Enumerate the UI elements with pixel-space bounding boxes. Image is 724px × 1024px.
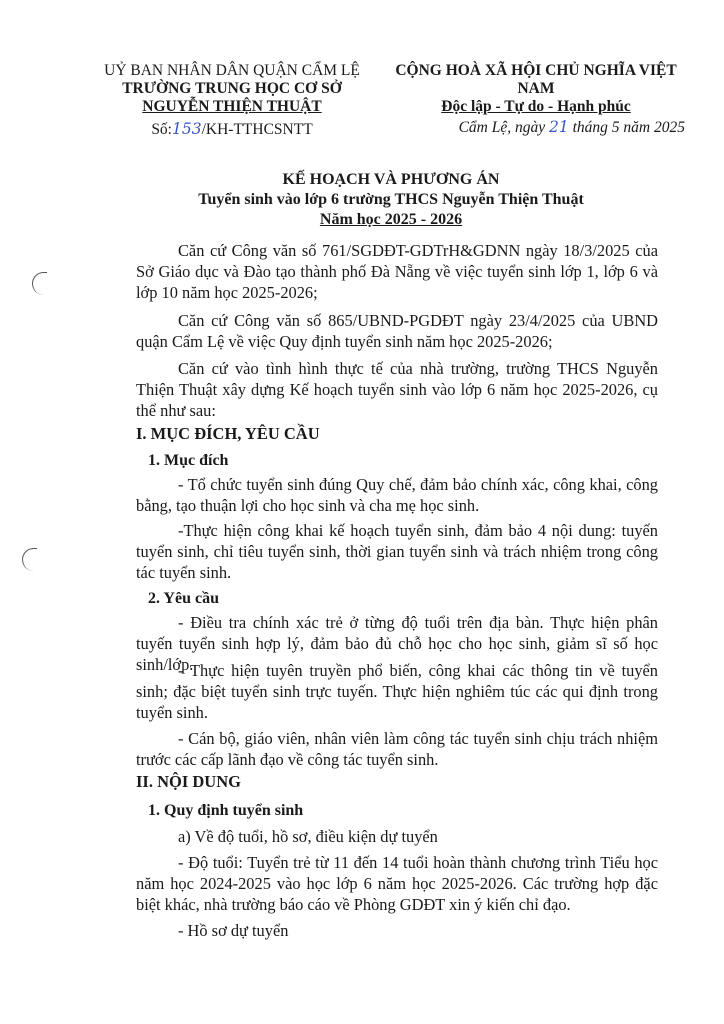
- section-2-1-heading: 1. Quy định tuyển sinh: [148, 802, 304, 819]
- purpose-para-1: - Tổ chức tuyển sinh đúng Quy chế, đảm bảo chính xác, công khai, công bằng, tạo thuận lợi cho học sinh và cha mẹ học sinh.: [136, 475, 658, 515]
- title-line3: Năm học 2025 - 2026: [319, 211, 463, 228]
- requirement-para-1: - Điều tra chính xác trẻ ở từng độ tuổi trên địa bàn. Thực hiện phân tuyến tuyển sinh hợp lý, đảm bảo đủ chỗ học cho học sinh, giảm sĩ số học sinh/lớp.: [136, 613, 658, 674]
- national-motto: [386, 62, 686, 116]
- requirement-para-3: - Cán bộ, giáo viên, nhân viên làm công tác tuyển sinh chịu trách nhiệm trước các cấp lãnh đạo về công tác tuyển sinh.: [136, 729, 658, 769]
- age-para: - Độ tuổi: Tuyển trẻ từ 11 đến 14 tuổi hoàn thành chương trình Tiểu học năm học 2024-2025 vào học lớp 6 năm học 2025-2026. Các trường hợp đặc biệt khác, nhà trường báo cáo về Phòng GDĐT xin ý kiến chỉ đạo.: [136, 853, 658, 914]
- motto: Độc lập - Tự do - Hạnh phúc: [441, 98, 631, 115]
- school-name-line2: NGUYỄN THIỆN THUẬT: [142, 98, 322, 115]
- title-line1: KẾ HOẠCH VÀ PHƯƠNG ÁN: [282, 171, 500, 188]
- preamble-para-2: Căn cứ Công văn số 865/UBND-PGDĐT ngày 23/4/2025 của UBND quận Cẩm Lệ về việc Quy định tuyển sinh năm học 2025-2026;: [136, 311, 658, 351]
- document-number: [92, 120, 372, 139]
- agency-header: [92, 62, 372, 139]
- punch-hole-mark-top: [32, 272, 47, 295]
- school-name-line1: TRƯỜNG TRUNG HỌC CƠ SỞ: [122, 80, 342, 97]
- number-prefix: Số:: [151, 121, 172, 138]
- document-title: [126, 170, 656, 230]
- preamble-para-1: Căn cứ Công văn số 761/SGDĐT-GDTrH&GDNN ngày 18/3/2025 của Sở Giáo dục và Đào tạo thành phố Đà Nẵng về việc tuyển sinh lớp 1, lớp 6 và lớp 10 năm học 2025-2026;: [136, 241, 658, 302]
- application-para: - Hồ sơ dự tuyển: [178, 921, 289, 940]
- agency-district: UỶ BAN NHÂN DÂN QUẬN CẨM LỆ: [104, 62, 360, 79]
- section-1-heading: I. MỤC ĐÍCH, YÊU CẦU: [136, 424, 320, 443]
- date-prefix: Cẩm Lệ, ngày: [458, 119, 546, 136]
- item-a: a) Về độ tuổi, hồ sơ, điều kiện dự tuyển: [178, 827, 438, 846]
- requirement-para-2: - Thực hiện tuyên truyền phổ biến, công khai các thông tin về tuyển sinh; đặc biệt tuyển sinh trực tuyến. Thực hiện nghiêm túc các qui định trong tuyển sinh.: [136, 661, 658, 722]
- number-handwritten: 153: [172, 120, 202, 138]
- section-1-1-heading: 1. Mục đích: [148, 452, 229, 469]
- section-1-2-heading: 2. Yêu cầu: [148, 590, 219, 607]
- title-line2: Tuyển sinh vào lớp 6 trường THCS Nguyễn Thiện Thuật: [198, 191, 584, 208]
- document-date: [425, 118, 685, 137]
- date-day-handwritten: 21: [549, 118, 569, 136]
- number-suffix: /KH-TTHCSNTT: [201, 121, 313, 138]
- date-suffix: tháng 5 năm 2025: [572, 119, 685, 136]
- country-name: CỘNG HOÀ XÃ HỘI CHỦ NGHĨA VIỆT NAM: [395, 62, 677, 97]
- punch-hole-mark-bottom: [22, 548, 37, 571]
- section-2-heading: II. NỘI DUNG: [136, 772, 241, 791]
- preamble-para-3: Căn cứ vào tình hình thực tế của nhà trường, trường THCS Nguyễn Thiện Thuật xây dựng Kế hoạch tuyển sinh vào lớp 6 năm học 2025-2026, cụ thể như sau:: [136, 359, 658, 420]
- purpose-para-2: -Thực hiện công khai kế hoạch tuyển sinh, đảm bảo 4 nội dung: tuyến tuyển sinh, chỉ tiêu tuyển sinh, thời gian tuyển sinh và trách nhiệm trong công tác tuyển sinh.: [136, 521, 658, 582]
